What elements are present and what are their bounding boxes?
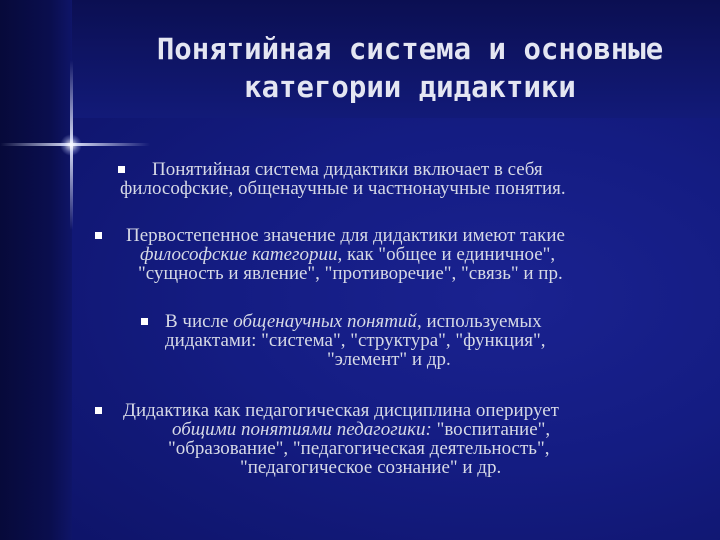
bullet-item-2 [120, 226, 710, 283]
left-decor-band [0, 0, 72, 540]
bullet-2-line-1: Первостепенное значение для дидактики имеют такие [126, 225, 565, 246]
bullet-4-line-2 [120, 420, 710, 439]
bullet-3-line-1-b: , используемых [416, 311, 542, 332]
bullet-3-line-3: "элемент" и др. [327, 349, 451, 370]
bullet-item-4 [120, 401, 710, 477]
bullet-2-line-2-rest: , как "общее и единичное", [337, 244, 556, 265]
bullet-1-line-2: философские, общенаучные и частнонаучные понятия. [120, 178, 566, 199]
bullet-2-line-3: "сущность и явление", "противоречие", "связь" и пр. [138, 263, 563, 284]
bullet-4-line-4: "педагогическое сознание" и др. [240, 457, 502, 478]
bullet-4-line-3: "образование", "педагогическая деятельность", [168, 438, 550, 459]
title-line-2: категории дидактики [244, 70, 576, 104]
bullet-item-1 [120, 160, 700, 198]
title-line-1: Понятийная система и основные [156, 32, 664, 66]
bullet-square-icon [141, 318, 148, 325]
bullet-4-line-1: Дидактика как педагогическая дисциплина оперирует [123, 400, 559, 421]
bullet-2-line-2 [120, 245, 710, 264]
bullet-4-line-2-rest: "воспитание", [431, 419, 551, 440]
bullet-3-line-1 [165, 312, 685, 331]
bullet-2-italic: философские категории [140, 244, 338, 265]
bullet-3-line-2: дидактами: "система", "структура", "функция", [165, 330, 546, 351]
bullet-square-icon [95, 232, 102, 239]
bullet-4-italic: общими понятиями педагогики: [172, 419, 432, 440]
bullet-3-line-1-a: В числе [165, 311, 234, 332]
bullet-3-italic: общенаучных понятий [233, 311, 417, 332]
slide-title [110, 30, 710, 106]
bullet-square-icon [95, 407, 102, 414]
bullet-1-line-1: Понятийная система дидактики включает в себя [152, 159, 543, 180]
bullet-item-3 [165, 312, 685, 369]
sparkle-star-icon [60, 134, 82, 156]
